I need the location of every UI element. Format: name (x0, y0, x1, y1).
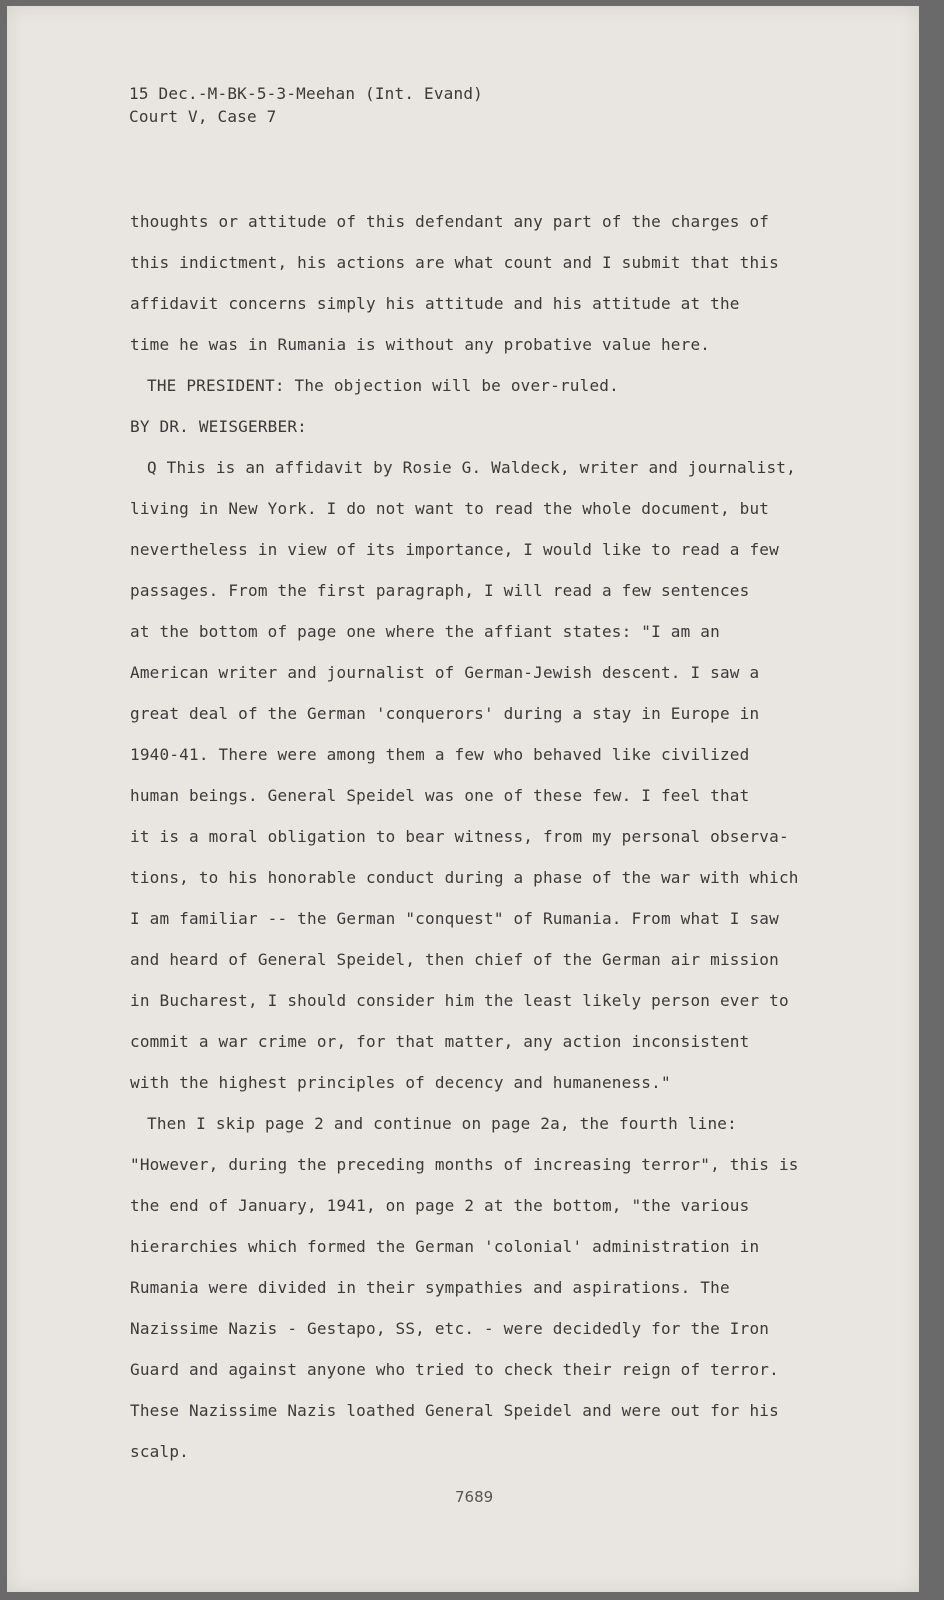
body-line: human beings. General Speidel was one of these few. I feel that (130, 786, 750, 805)
body-line: at the bottom of page one where the affiant states: "I am an (130, 622, 720, 641)
body-line: These Nazissime Nazis loathed General Speidel and were out for his (130, 1401, 779, 1420)
body-line: thoughts or attitude of this defendant any part of the charges of (130, 212, 770, 231)
body-line: with the highest principles of decency and humaneness." (130, 1073, 671, 1092)
body-line: and heard of General Speidel, then chief of the German air mission (130, 950, 779, 969)
body-line: Rumania were divided in their sympathies and aspirations. The (130, 1278, 730, 1297)
body-line: it is a moral obligation to bear witness, from my personal observa- (130, 827, 789, 846)
document-page (7, 6, 919, 1592)
body-line: in Bucharest, I should consider him the least likely person ever to (130, 991, 789, 1010)
document-body (7, 6, 919, 1592)
body-line: "However, during the preceding months of increasing terror", this is (130, 1155, 799, 1174)
body-line: scalp. (130, 1442, 189, 1461)
body-line: passages. From the first paragraph, I will read a few sentences (130, 581, 750, 600)
body-line: tions, to his honorable conduct during a phase of the war with which (130, 868, 799, 887)
body-line: nevertheless in view of its importance, I would like to read a few (130, 540, 779, 559)
body-line: time he was in Rumania is without any probative value here. (130, 335, 711, 354)
body-line: hierarchies which formed the German 'colonial' administration in (130, 1237, 760, 1256)
body-line: commit a war crime or, for that matter, any action inconsistent (130, 1032, 750, 1051)
speaker-line: THE PRESIDENT: The objection will be over-ruled. (147, 376, 619, 395)
body-line: great deal of the German 'conquerors' during a stay in Europe in (130, 704, 760, 723)
body-line: Guard and against anyone who tried to check their reign of terror. (130, 1360, 779, 1379)
header-line-2: Court V, Case 7 (129, 107, 277, 126)
speaker-line: BY DR. WEISGERBER: (130, 417, 307, 436)
body-line: American writer and journalist of German-Jewish descent. I saw a (130, 663, 760, 682)
header-line-1: 15 Dec.-M-BK-5-3-Meehan (Int. Evand) (129, 84, 483, 103)
body-line: 1940-41. There were among them a few who behaved like civilized (130, 745, 750, 764)
body-line: affidavit concerns simply his attitude and his attitude at the (130, 294, 740, 313)
body-line: Nazissime Nazis - Gestapo, SS, etc. - were decidedly for the Iron (130, 1319, 770, 1338)
body-line: living in New York. I do not want to read the whole document, but (130, 499, 770, 518)
body-line: I am familiar -- the German "conquest" of Rumania. From what I saw (130, 909, 779, 928)
body-line: this indictment, his actions are what count and I submit that this (130, 253, 779, 272)
body-line: Q This is an affidavit by Rosie G. Waldeck, writer and journalist, (147, 458, 796, 477)
body-line: the end of January, 1941, on page 2 at the bottom, "the various (130, 1196, 750, 1215)
body-line: Then I skip page 2 and continue on page 2a, the fourth line: (147, 1114, 737, 1133)
page-number: 7689 (455, 1488, 494, 1506)
